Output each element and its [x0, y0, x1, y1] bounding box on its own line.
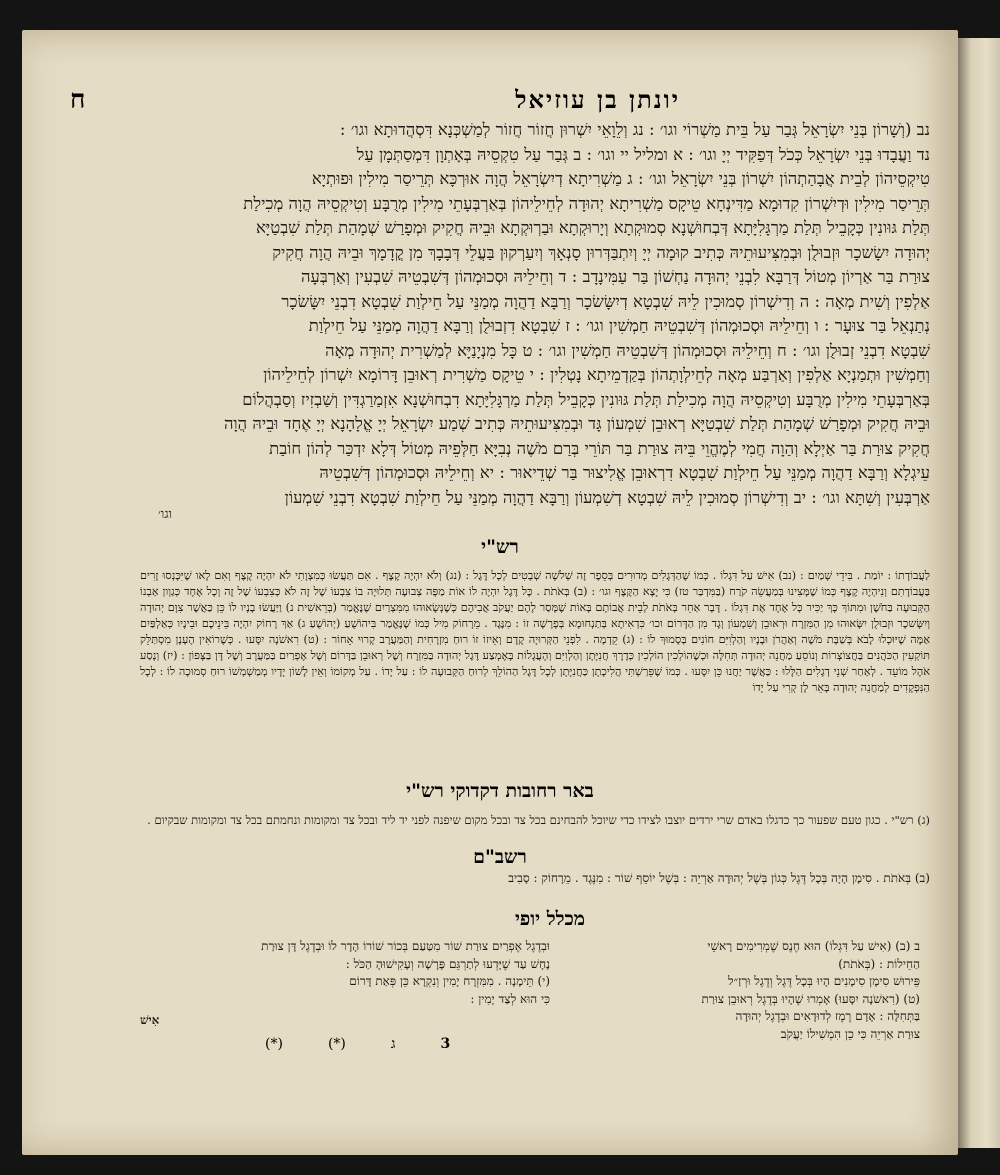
marker: (*) [327, 1036, 346, 1052]
text-line: אַרְבְּעִין וְשִׁתָּא וגו׳ : יב וְדִישְׁרוֹן סְמוּכִין לֵיהּ שִׁבְטָא דְשִׁמְעוֹן וְרַבָּא דַהֲוָה מְמַנֵּי עַל חֵילְוַת שִׁבְטָא דִבְנֵי שִׁמְעוֹן [284, 487, 930, 507]
text-line: טִיקְסֵיהוֹן לְבֵית אֲבָהַתְהוֹן יִשְׁרוֹן בְּנֵי יִשְׂרָאֵל וגו׳ : ג מַשְׁרִיתָא דְיִשְׂרָאֵל הֲוָה אוּרְכָּא תְּרֵיסַר מִילִין וּפוּתְיָא [311, 169, 930, 188]
text-line: בְּאַרְבְּעָתֵי מִילִין מְרֻבָּע וְטִיקְסֵיהּ הֲוָה מְכִילַת תְּלַת גּוּונִין כְּקָבֵיל תְּלַת מַרְגָּלִיָּתָא דִבְחוּשְׁנָא אִזְמַרַגְדִּין וְשַׁבְזִיז וְסַבְהֲלוֹם [242, 389, 930, 409]
text-line: וּבְדֶגֶל אֶפְרַיִם צוּרַת שׁוֹר מִטַּעַם בְּכוֹר שׁוֹרוֹ הָדָר לוֹ וּבְדֶגֶל דָּן צוּרַת [261, 939, 550, 953]
running-title: יונתן בן עוזיאל [515, 85, 680, 114]
text-line: וּבֵיהּ חֲקִיק וּמְפָרַשׁ שְׁמָהַת תְּלַת שִׁבְטַיָּא רְאוּבֵן שִׁמְעוֹן גָּד וּבְמִצִּיעוּתֵיהּ כְּתִיב שְׁמַע יִשְׂרָאֵל יְיָ אֱלָהָנָא יְיָ אֶחָד וּבֵיהּ הֲוָה [223, 414, 930, 433]
targum-main-text [140, 118, 930, 510]
text-line: נְתַנְאֵל בַּר צוּעָר : ו וְחֵילֵיהּ וּסְכוּמְהוֹן דְּשִׁבְטֵיהּ חַמְשִׁין וגו׳ : ז שִׁבְטָא דִזְבוּלֻן וְרַבָּא דַהֲוָה מְמַנֵּי עַל חֵילְוַת [308, 316, 930, 335]
text-line: פֵּירוּשׁ סִימָן סִימָנִים הָיוּ בְּכָל דֶּגֶל וְדֶגֶל וּרְזַ״ל [728, 974, 920, 988]
text-line: נב (וְשָׁרוֹן בְּנֵי יִשְׂרָאֵל גְּבַר עַל בֵּית מַשְׁרוֹי וגו׳ : נג וְלֵוָאֵי יִשְׁרוּן חֲזוֹר חֲזוֹר לְמַשְׁכְּנָא דִּסְהֲדוּתָא וגו׳ : [339, 120, 930, 139]
text-line: ב (ב) (אִישׁ עַל דִּגְלוֹ) הוּא חֶנֶס שֶׁמְרִימִים רָאשֵׁי [707, 939, 920, 953]
text-line: צוּרַת בַּר אַרְיוֹן מְטוֹל דְּרַבָּא לִבְנֵי יְהוּדָה נַחְשׁוֹן בַּר עַמִּינָדָב : ד וְחֵילֵיהּ וּסְכוּמְהוֹן דְּשִׁבְטֵיהּ שִׁבְעִין וְאַרְבְּעָה [301, 267, 930, 286]
marker: (*) [265, 1036, 283, 1052]
text-line: תְּלַת גּוּונִין כְּקָבֵיל תְּלַת מַרְגָּלִיָּתָא דְּבְחוּשְׁנָא סְמוּקְתָא וְיָרוּקְתָא וּבַרְוּקְתָא וּבֵיהּ חֲקִיק וּמְפָרַשׁ שְׁמָהַת תְּלַת שִׁבְטַיָּא [256, 218, 930, 237]
text-line: (י) תֵּימָנָה . מִמִּזְרָח יָמִין וְנִקְרָא כֵּן פְּאַת דָּרוֹם [349, 974, 550, 988]
text-line: תְּרֵיסַר מִילִין וּדְיִשְׁרוֹן קִדוּמָא מַדִּינְחָא טֵיקָס מַשְׁרִיתָא יְהוּדָה לְחֵילֵיהוֹן בְּאַרְבְּעָתֵי מִילִין מְרֻבָּע וְטִיקְסֵיהּ הֲוָה מְכִילַת [243, 193, 930, 213]
page-number: ח [70, 85, 86, 115]
rashi-heading: רש"י [481, 536, 519, 558]
page-fold [955, 38, 1000, 1148]
text-line: עֵיגְלָא וְרַבָּא דַהֲוָה מְמַנֵּי עַל חֵילְוַת שִׁבְטָא דִרְאוּבֵן אֱלִיצוּר בַּר שְׁדֵיאוּר : יא וְחֵילֵיהּ וּסְכוּמְהוֹן דְּשִׁבְטֵיהּ [319, 463, 930, 482]
rashi-commentary: לַעֲבוֹדָתוֹ : יוֹמַת . בִּידֵי שָׁמַיִם : (נב) אִישׁ עַל דִּגְלוֹ . כְּמוֹ שֶׁהַדְּגָלִים מְדוּרִים בְּסֵפֶר זֶה שְׁלֹשָׁה שְׁבָטִים לְכָל דֶּגֶל : (נג) וְלֹא יִהְיֶה קֶצֶף . אִם תַּעֲשׂוּ כְּמִצְוָתִי לֹא יִהְיֶה קֶצֶף וְאִם לָאו שֶׁיִּכָּנְסוּ זָרִים בַּעֲבוֹדָתִם וְנִיהְיֶה קֶצֶף כְּמוֹ שֶׁמָּצִינוּ בְּמַעֲשֵׂה קֹרַח (בַּמִּדְבַּר טז) כִּי יָצָא הַקֶּצֶף וגו׳ : (ב) בְּאֹתֹת . כָּל דֶּגֶל יִהְיֶה לוֹ אוֹת מַפָּה צְבוּעָה תְּלוּיָה בוֹ צִבְעוֹ שֶׁל זֶה לֹא כְּצִבְעוֹ שֶׁל זֶה וְכָל אֶחָד כְּגַוְון אַבְנוֹ הַקְּבוּעָה בַּחֹשֶׁן וּמִתּוֹךְ כָּךְ יַכִּיר כָּל אֶחָד אֶת דִּגְלוֹ . דָּבָר אַחֵר בְּאֹתֹת לְבֵית אֲבוֹתָם בָּאוֹת שֶׁמָּסַר לָהֶם יַעֲקֹב אֲבִיהֶם כְּשֶׁנְּשָׂאוּהוּ מִמִּצְרַיִם שֶׁנֶּאֱמַר (בְּרֵאשִׁית נ) וַיַּעֲשׂוּ בָנָיו לוֹ כֵּן כַּאֲשֶׁר צִוָּם יְהוּדָה וְיִשָּׂשכָר וּזְבוּלֻן יִשָּׂאוּהוּ מִן הַמִּזְרָח וּרְאוּבֵן וְשִׁמְעוֹן וְגָד מִן הַדָּרוֹם וכו׳ כִּדְאִיתָא בְּתַנְחוּמָא בְּפָרָשָׁה זוֹ : מִנֶּגֶד . מֵרָחוֹק מִיל כְּמוֹ שֶׁנֶּאֱמַר בִּיהוֹשֻׁעַ (יְהוֹשֻׁעַ ג) אַךְ רָחוֹק יִהְיֶה בֵּינֵיכֶם וּבֵינָיו כְּאַלְפַּיִם אַמָּה שֶׁיּוּכְלוּ לָבֹא בְּשַׁבָּת מֹשֶׁה וְאַהֲרֹן וּבָנָיו וְהַלְוִיִּם חוֹנִים בְּסָמוּךְ לוֹ : (ג) קֵדְמָה . לִפְנֵי הַקְּרוּיָה קֶדֶם וְאֵיזוֹ זוֹ רוּחַ מִזְרָחִית וְהַמַּעֲרָב קָרוּי אָחוֹר : (ט) רִאשֹׁנָה יִסָּעוּ . כְּשֶׁרוֹאִין הֶעָנָן מִסְתַּלֵּק תּוֹקְעִין הַכֹּהֲנִים בַּחֲצוֹצְרוֹת וְנוֹסֵעַ מַחֲנֵה יְהוּדָה תְּחִלָּה וּכְשֶׁהוֹלְכִין הוֹלְכִין כְּדֶרֶךְ חֲנִיָּתָן וְהַלְוִיִּם וְהָעֲגָלוֹת בָּאֶמְצַע דֶּגֶל יְהוּדָה בַּמִּזְרָח וְשֶׁל רְאוּבֵן בַּדָּרוֹם וְשֶׁל אֶפְרַיִם בַּמַּעֲרָב וְשֶׁל דָּן בַּצָּפוֹן : (יז) וְנָסַע אֹהֶל מוֹעֵד . לְאַחַר שְׁנֵי דְגָלִים הַלָּלוּ : כַּאֲשֶׁר יַחֲנוּ כֵּן יִסָּעוּ . כְּמוֹ שֶׁפֵּרַשְׁתִּי הֲלִיכָתָן כַּחֲנִיָּתָן לְכָל דֶּגֶל הַהוֹלֵךְ לְרוּחַ הַקְּבוּעָה לוֹ : עַל יָדוֹ . עַל מְקוֹמוֹ וְאֵין לָשׁוֹן יָדָיו מְמַשְׁמְשׁוֹ רוּחַ סְמוּכָה לוֹ : לְכָל הַנִּפְקָדִים לְמַחֲנֵה יְהוּדָה בָּאֵר לָן קְרִי עַל יָדוֹ [140, 569, 931, 694]
text-line: נד וַעֲבָדוּ בְּנֵי יִשְׂרָאֵל כְּכֹל דְּפַקִּיד יְיָ וגו׳ : א ומליל יי וגו׳ : ב גְּבַר עַל טִקְסֵיהּ בְּאָתְוָן דִּמְסַתְּמָן עַל [356, 144, 930, 164]
text-line: כִּי הוּא לְצַד יָמִין : [470, 991, 550, 1006]
catchword: אִישׁ [140, 1013, 160, 1027]
biur-heading: באר רחובות דקדוקי רש"י [406, 780, 594, 802]
page-header [70, 80, 930, 120]
text-line: הַחֵילוֹת : (בְּאֹתֹת) [838, 956, 920, 971]
rashbam-commentary: (ב) בְּאֹתֹת . סִימָן הָיָה בְּכָל דֶּגֶל כְּגוֹן בְּשֶׁל יְהוּדָה אַרְיֵה : בְּשֶׁל יוֹסֵף שׁוֹר : מִנֶּגֶד . מֵרָחוֹק : סָבִיב [508, 871, 930, 885]
main-text-tail: וגו׳ [158, 507, 172, 522]
signature-mark: 3 [440, 1036, 451, 1052]
marker: ג [390, 1036, 396, 1052]
text-line: יְהוּדָה יִשָׂשכָר וּזְבוּלֻן וּבְמִצִּיעוּתֵיהּ כְּתִיב קוּמָה יְיָ וְיִתְבַּדְּרוּן סָנְאָךְ וְיִעַרְקוּן בַּעֲלֵי דְּבָבָךְ מִן קֳדָמָךְ וּבֵיהּ הֲוָה חֲקִיק [272, 242, 930, 262]
text-line: (ט) (רִאשֹׁנָה יִסָּעוּ) אָמְרוּ שֶׁהָיוּ בְּדֶגֶל רְאוּבֵן צוּרַת [701, 991, 920, 1006]
rashbam-heading: רשב"ם [473, 846, 527, 868]
michlol-left-column [140, 938, 550, 1030]
text-line: נָחָשׁ עַד שֶׁיָּדְעוּ לְתַרְגֵּם פָּרָשָׁה וְעָקִישׁוּהָ הַכֹּל : [345, 956, 550, 971]
text-line: צוּרַת אַרְיֵה כִּי כֵן הִמְשִׁילוֹ יַעֲקֹב [780, 1026, 920, 1041]
text-line: אַלְפִין וְשִׁית מְאָה : ה וְדִישְׁרוֹן סְמוּכִין לֵיהּ שִׁבְטָא דְיִשָּׂשׂכָר וְרַבָּא דַהֲוָה מְמַנֵּי עַל חֵילְוַת שִׁבְטָא דִבְנֵי יִשָּׂשׂכָר [281, 291, 930, 311]
text-line: חֲקִיק צוּרַת בַּר אַיְלָא וְהַוָה חֲמִי לְמֶהֱוֵי בֵּיהּ צוּרַת בַּר תּוֹרֵי בְּרַם מֹשֶׁה נְבִיָּא חַלְּפֵיהּ מְטוֹל דְּלָא יִדְכַּר לְהוֹן חוֹבַת [269, 438, 930, 458]
michlol-right-column [560, 938, 920, 1043]
biur-commentary: (ג) רש"י . כגון טעם שפעור כך כדגלו באדם שרי ירדים יוצבו לצידו כדי שיוכל להבחינם בכל צד ובכל מקום שיפנה לפני יד ליד ובכל צד ומקומות ונחמתם בכל צד ומקומות שבקיום . [147, 813, 930, 827]
text-line: וְחַמְשִׁין וּתְמַנְיָא אַלְפִין וְאַרְבַּע מְאָה לְחֵילְוָתְהוֹן בְּקַדְמֵיתָא נָטְלִין : י טֵיקָס מַשְׁרִית רְאוּבֵן דָּרוֹמָא יִשְׁרוֹן לְחֵילֵיהוֹן [263, 365, 930, 384]
footnote-markers [265, 1036, 450, 1053]
text-line: בַּתְּחִלָּה : אָדָם רֶמֶז לְדוּדָאִים וּבְדֶגֶל יְהוּדָה [735, 1009, 920, 1023]
text-line: שִׁבְטָא דִבְנֵי זְבוּלֻן וגו׳ : ח וְחֵילֵיהּ וּסְכוּמְהוֹן דְּשִׁבְטֵיהּ חַמְשִׁין וגו׳ : ט כָּל מִנְיָנַיָּא לְמַשְׁרִית יְהוּדָה מְאָה [325, 340, 930, 360]
michlol-heading: מכלל יופי [514, 908, 586, 930]
